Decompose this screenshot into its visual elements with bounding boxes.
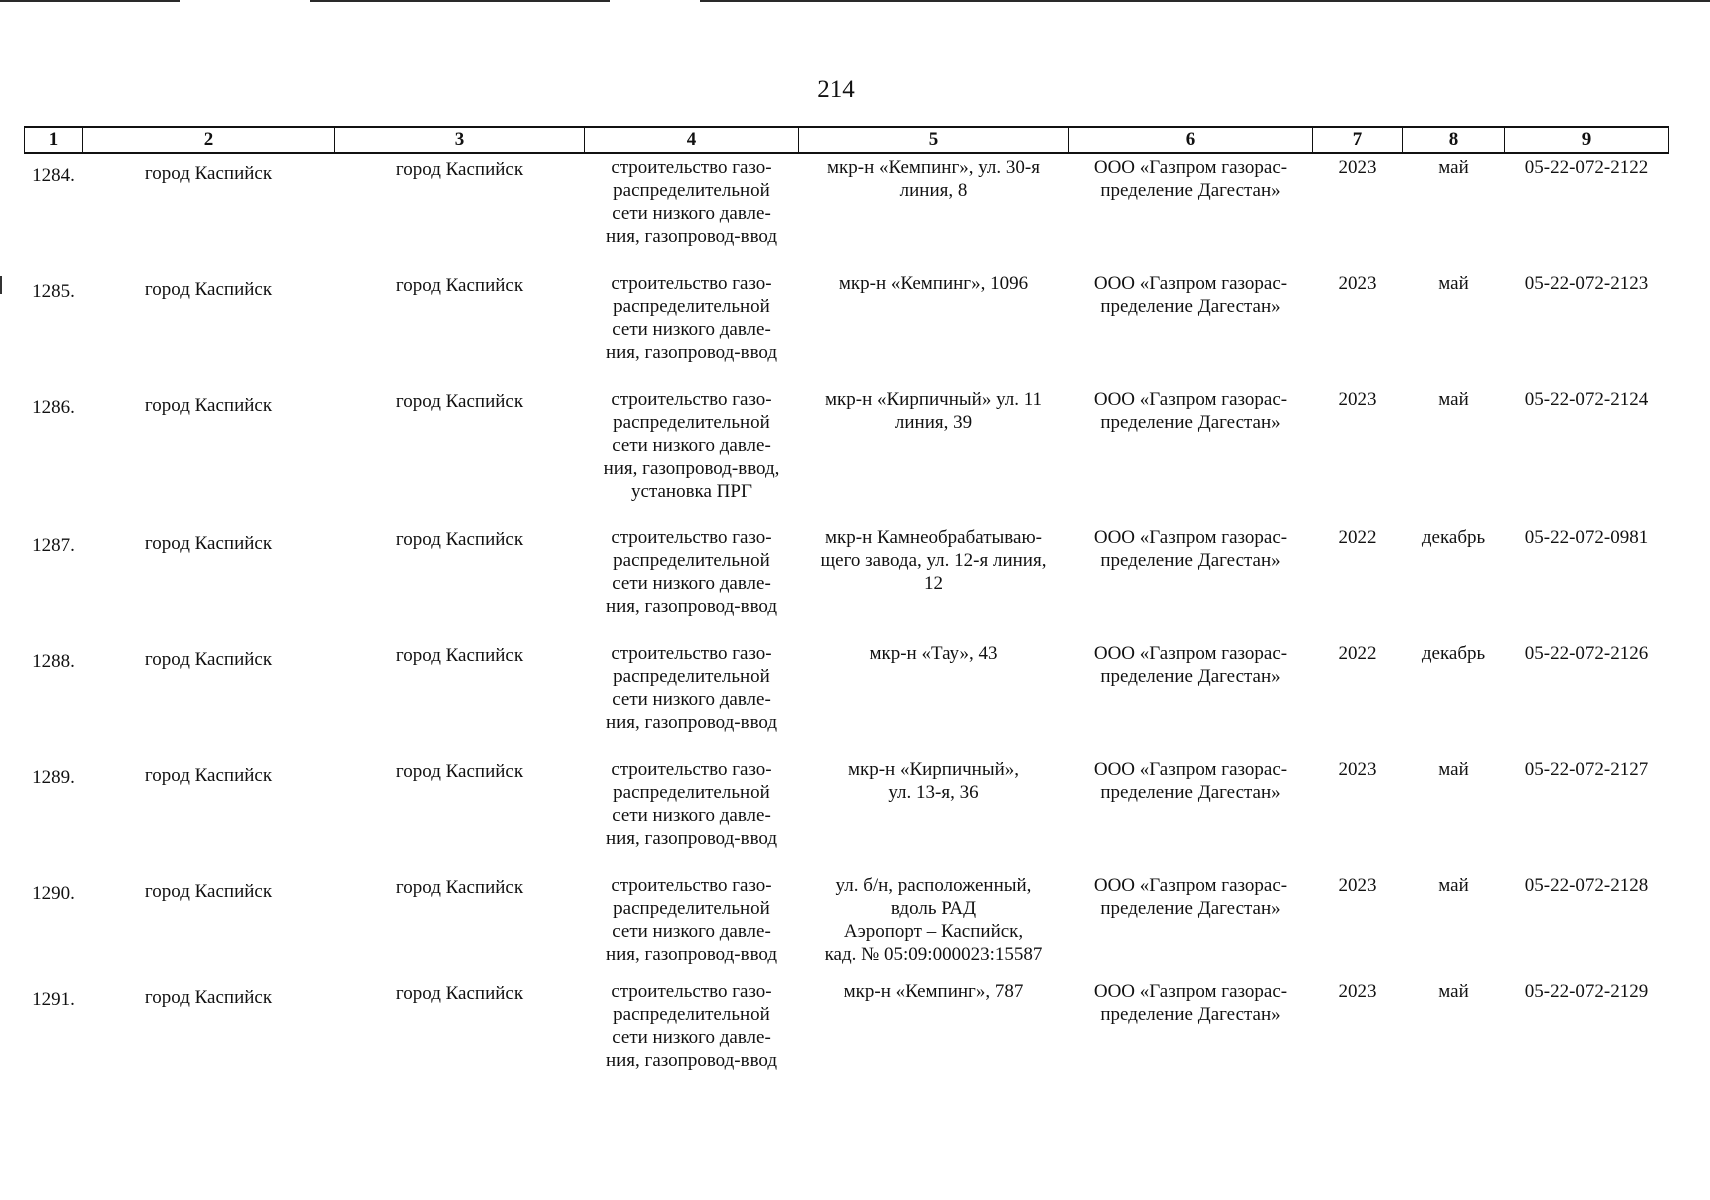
scan-edge-mark [0,276,2,294]
table-row [25,978,1669,1094]
organization-cell: ООО «Газпром газорас- пределение Дагестан» [1093,273,1288,317]
locality-cell: город Каспийск [395,159,524,180]
year-cell: 2023 [1338,273,1377,294]
month-cell: май [1438,875,1469,896]
district-cell: город Каспийск [144,533,273,554]
year-cell: 2023 [1338,157,1377,178]
code-cell: 05-22-072-2127 [1524,759,1649,780]
column-header-2: 2 [83,127,335,153]
district-cell: город Каспийск [144,279,273,300]
year-cell: 2023 [1338,759,1377,780]
code-cell: 05-22-072-0981 [1524,527,1649,548]
organization-cell: ООО «Газпром газорас- пределение Дагестан» [1093,759,1288,803]
district-cell: город Каспийск [144,163,273,184]
work-description-cell: строительство газо- распределительной сети низкого давле- ния, газопровод-ввод, установка ПРГ [603,389,780,502]
scan-edge-line [0,0,180,2]
work-description-cell: строительство газо- распределительной сети низкого давле- ния, газопровод-ввод [605,527,778,617]
row-number: 1284. [32,165,75,186]
month-cell: декабрь [1421,527,1486,548]
district-cell: город Каспийск [144,395,273,416]
table-row [25,270,1669,386]
code-cell: 05-22-072-2122 [1524,157,1649,178]
row-number: 1287. [32,535,75,556]
address-cell: мкр-н Камнеобрабатываю- щего завода, ул. 12-я линия, 12 [820,527,1047,594]
organization-cell: ООО «Газпром газорас- пределение Дагестан» [1093,389,1288,433]
month-cell: май [1438,759,1469,780]
month-cell: декабрь [1421,643,1486,664]
organization-cell: ООО «Газпром газорас- пределение Дагестан» [1093,981,1288,1025]
row-number: 1290. [32,883,75,904]
table-row [25,872,1669,978]
table-row [25,640,1669,756]
page-number: 214 [817,76,855,103]
work-description-cell: строительство газо- распределительной сети низкого давле- ния, газопровод-ввод [605,273,778,363]
address-cell: мкр-н «Кирпичный», ул. 13-я, 36 [847,759,1020,803]
organization-cell: ООО «Газпром газорас- пределение Дагестан» [1093,157,1288,201]
table-row [25,524,1669,640]
district-cell: город Каспийск [144,987,273,1008]
code-cell: 05-22-072-2128 [1524,875,1649,896]
scan-edge-line [310,0,610,2]
organization-cell: ООО «Газпром газорас- пределение Дагестан» [1093,643,1288,687]
month-cell: май [1438,273,1469,294]
district-cell: город Каспийск [144,649,273,670]
month-cell: май [1438,389,1469,410]
year-cell: 2022 [1338,643,1377,664]
scan-edge-line [700,0,1710,2]
row-number: 1285. [32,281,75,302]
district-cell: город Каспийск [144,881,273,902]
table-row [25,756,1669,872]
table-row [25,386,1669,524]
address-cell: ул. б/н, расположенный, вдоль РАД Аэропорт – Каспийск, кад. № 05:09:000023:15587 [824,875,1043,965]
locality-cell: город Каспийск [395,275,524,296]
address-cell: мкр-н «Кемпинг», 1096 [838,273,1029,294]
district-cell: город Каспийск [144,765,273,786]
work-description-cell: строительство газо- распределительной сети низкого давле- ния, газопровод-ввод [605,759,778,849]
address-cell: мкр-н «Кемпинг», 787 [843,981,1024,1002]
row-number: 1289. [32,767,75,788]
table-header-row [25,127,1669,153]
column-header-6: 6 [1069,127,1313,153]
work-description-cell: строительство газо- распределительной сети низкого давле- ния, газопровод-ввод [605,643,778,733]
column-header-1: 1 [25,127,83,153]
work-description-cell: строительство газо- распределительной сети низкого давле- ния, газопровод-ввод [605,981,778,1071]
organization-cell: ООО «Газпром газорас- пределение Дагестан» [1093,875,1288,919]
code-cell: 05-22-072-2123 [1524,273,1649,294]
objects-table [24,126,1669,1094]
year-cell: 2023 [1338,981,1377,1002]
work-description-cell: строительство газо- распределительной сети низкого давле- ния, газопровод-ввод [605,875,778,965]
locality-cell: город Каспийск [395,645,524,666]
work-description-cell: строительство газо- распределительной сети низкого давле- ния, газопровод-ввод [605,157,778,247]
locality-cell: город Каспийск [395,391,524,412]
locality-cell: город Каспийск [395,529,524,550]
month-cell: май [1438,157,1469,178]
row-number: 1291. [32,989,75,1010]
column-header-9: 9 [1505,127,1669,153]
year-cell: 2023 [1338,389,1377,410]
column-header-3: 3 [335,127,585,153]
locality-cell: город Каспийск [395,983,524,1004]
year-cell: 2022 [1338,527,1377,548]
column-header-7: 7 [1313,127,1403,153]
month-cell: май [1438,981,1469,1002]
address-cell: мкр-н «Кирпичный» ул. 11 линия, 39 [824,389,1043,433]
table-row [25,153,1669,270]
column-header-4: 4 [585,127,799,153]
code-cell: 05-22-072-2129 [1524,981,1649,1002]
row-number: 1286. [32,397,75,418]
column-header-8: 8 [1403,127,1505,153]
code-cell: 05-22-072-2126 [1524,643,1649,664]
code-cell: 05-22-072-2124 [1524,389,1649,410]
year-cell: 2023 [1338,875,1377,896]
column-header-5: 5 [799,127,1069,153]
address-cell: мкр-н «Кемпинг», ул. 30-я линия, 8 [827,157,1040,201]
organization-cell: ООО «Газпром газорас- пределение Дагестан» [1093,527,1288,571]
locality-cell: город Каспийск [395,761,524,782]
address-cell: мкр-н «Тау», 43 [869,643,998,664]
row-number: 1288. [32,651,75,672]
locality-cell: город Каспийск [395,877,524,898]
